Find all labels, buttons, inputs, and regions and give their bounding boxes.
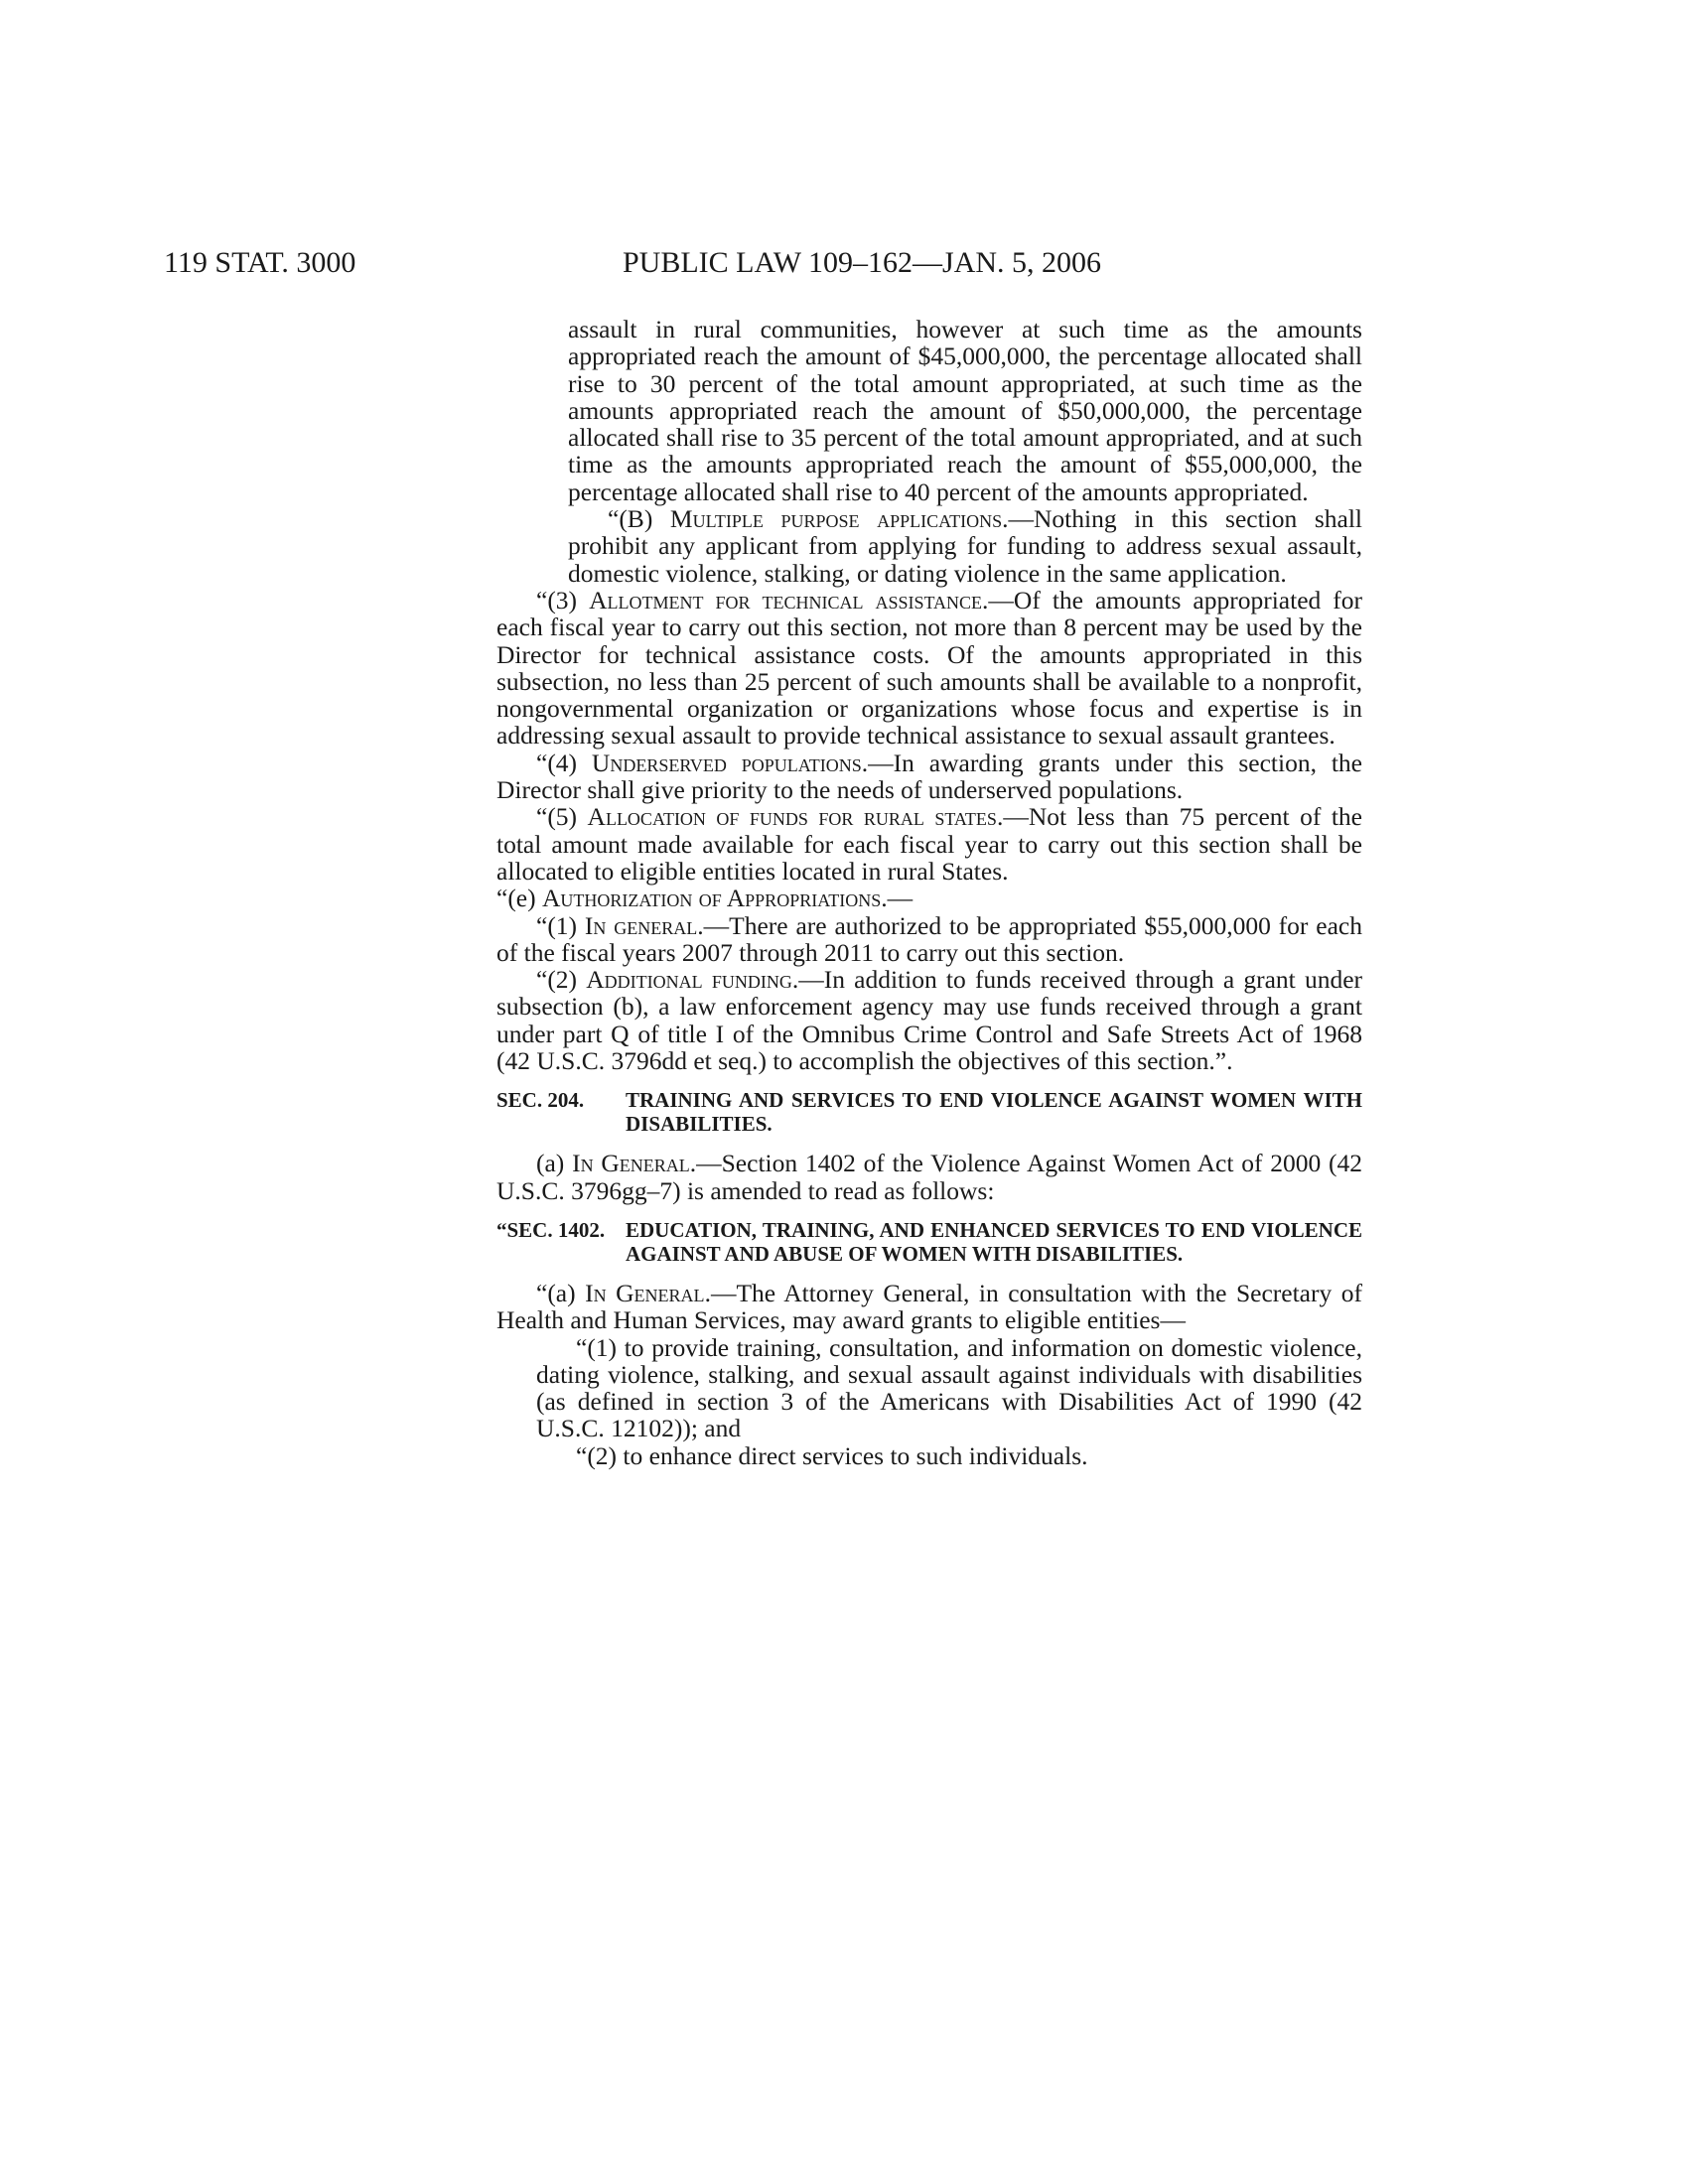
paragraph-rural-states: “(5) Allocation of funds for rural states.—Not less than 75 percent of the total amount made available for each fiscal year to carry out this section shall be allocated to eligible entities located in rural States. <box>496 802 1362 886</box>
section-1402-a: “(a) In General.—The Attorney General, in consultation with the Secretary of Health and Human Services, may award grants to eligible entities— <box>496 1278 1362 1335</box>
section-204-a: (a) In General.—Section 1402 of the Violence Against Women Act of 2000 (42 U.S.C. 3796gg–7) is amended to read as follows: <box>496 1149 1362 1205</box>
section-1402-item-1: “(1) to provide training, consultation, and information on domestic violence, dating violence, stalking, and sexual assault against individuals with disabilities (as defined in section 3 of the Americans with Disabilities Act of 1990 (42 U.S.C. 12102)); and <box>536 1332 1362 1443</box>
paragraph-multiple-purpose: “(B) Multiple purpose applications.—Nothing in this section shall prohibit any applicant from applying for funding to address sexual assault, domestic violence, stalking, or dating violence in the same application. <box>568 504 1363 588</box>
paragraph-in-general: “(1) In general.—There are authorized to be appropriated $55,000,000 for each of the fiscal years 2007 through 2011 to carry out this section. <box>496 910 1362 967</box>
section-1402-heading: “SEC. 1402. EDUCATION, TRAINING, AND ENHANCED SERVICES TO END VIOLENCE AGAINST AND ABUSE OF WOMEN WITH DISABILITIES. <box>496 1217 1362 1266</box>
paragraph-underserved: “(4) Underserved populations.—In awarding grants under this section, the Director shall give priority to the needs of underserved populations. <box>496 748 1362 805</box>
page-reference: 119 STAT. 3000 <box>164 246 356 279</box>
law-reference: PUBLIC LAW 109–162—JAN. 5, 2006 <box>623 246 1102 279</box>
paragraph-authorization: “(e) Authorization of Appropriations.— <box>496 884 914 913</box>
paragraph-technical-assistance: “(3) Allotment for technical assistance.—Of the amounts appropriated for each fiscal year to carry out this section, not more than 8 percent may be used by the Director for technical assistance costs. Of the amounts appropriated in this subsection, no less than 25 percent of such amounts shall be available to a nonprofit, nongovernmental organization or organizations whose focus and expertise is in addressing sexual assault to provide technical assistance to sexual assault grantees. <box>496 585 1362 751</box>
document-body <box>496 316 1362 1469</box>
page-header <box>0 246 1688 286</box>
section-204-heading: SEC. 204. TRAINING AND SERVICES TO END VIOLENCE AGAINST WOMEN WITH DISABILITIES. <box>496 1088 1362 1137</box>
section-1402-item-2: “(2) to enhance direct services to such individuals. <box>576 1440 1088 1470</box>
paragraph-additional-funding: “(2) Additional funding.—In addition to funds received through a grant under subsection (b), a law enforcement agency may use funds received through a grant under part Q of title I of the Omnibus Crime Control and Safe Streets Act of 1968 (42 U.S.C. 3796dd et seq.) to accomplish the objectives of this section.”. <box>496 965 1363 1076</box>
paragraph-continuation: assault in rural communities, however at such time as the amounts appropriated reach the amount of $45,000,000, the percentage allocated shall rise to 30 percent of the total amount appropriated, at such time as the amounts appropriated reach the amount of $50,000,000, the percentage allocated shall rise to 35 percent of the total amount appropriated, and at such time as the amounts appropriated reach the amount of $55,000,000, the percentage allocated shall rise to 40 percent of the amounts appropriated. <box>568 315 1362 506</box>
